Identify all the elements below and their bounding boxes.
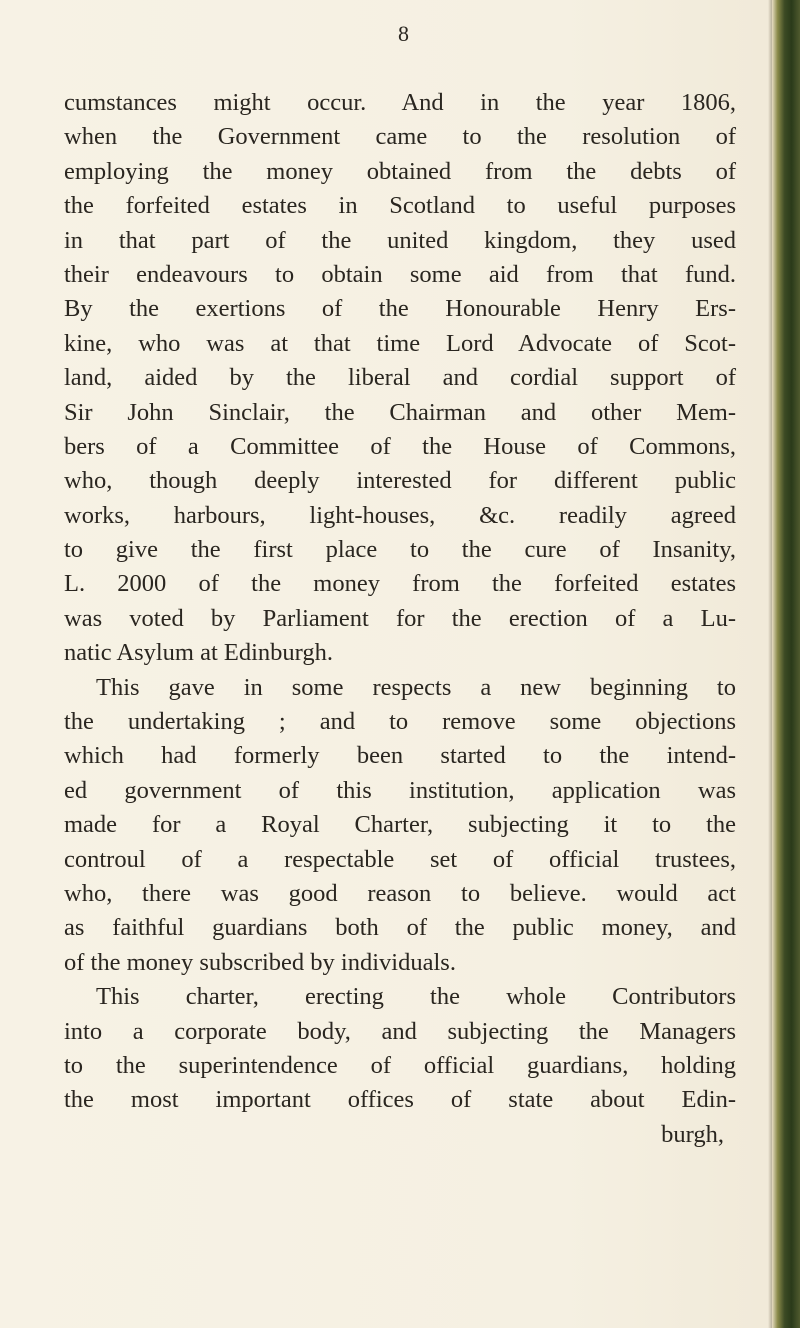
text-line: cumstances might occur. And in the year 1806, [64,89,736,116]
book-binding-edge [772,0,800,1328]
text-line: the forfeited estates in Scotland to useful purposes [64,192,736,220]
text-line: the undertaking ; and to remove some objections [64,708,736,736]
text-line: into a corporate body, and subjecting the Managers [64,1017,736,1045]
text-line: L. 2000 of the money from the forfeited estates [64,570,736,598]
text-line: when the Government came to the resolution of [64,123,736,151]
text-line: which had formerly been started to the intend- [64,742,736,770]
paragraph-2 [64,671,736,981]
text-line: of the money subscribed by individuals. [64,948,456,976]
text-line: to give the first place to the cure of Insanity, [64,536,736,564]
text-line: made for a Royal Charter, subjecting it to the [64,811,736,839]
text-line: to the superintendence of official guardians, holding [64,1051,736,1079]
text-line: works, harbours, light-houses, &c. readily agreed [64,501,736,529]
text-line: was voted by Parliament for the erection of a Lu- [64,604,736,632]
text-line: This charter, erecting the whole Contributors [96,983,736,1011]
text-line: the most important offices of state about Edin- [64,1086,736,1114]
text-line: By the exertions of the Honourable Henry Ers- [64,295,736,323]
text-line: land, aided by the liberal and cordial support of [64,364,736,392]
text-line: who, there was good reason to believe. would act [64,879,736,907]
text-line: in that part of the united kingdom, they used [64,226,736,254]
text-line: kine, who was at that time Lord Advocate of Scot- [64,329,736,357]
body-text [64,86,736,1152]
page-number: 8 [398,21,410,46]
text-line: their endeavours to obtain some aid from that fund. [64,260,736,288]
paragraph-3 [64,980,736,1118]
text-line: natic Asylum at Edinburgh. [64,639,334,667]
paragraph-1 [64,86,736,671]
text-line: ed government of this institution, application was [64,776,736,804]
catchword: burgh, [661,1120,724,1148]
text-line: Sir John Sinclair, the Chairman and other Mem- [64,398,736,426]
text-line: bers of a Committee of the House of Commons, [64,432,736,460]
text-line: employing the money obtained from the debts of [64,157,736,185]
text-line: as faithful guardians both of the public money, and [64,914,736,942]
text-line: This gave in some respects a new beginning to [96,673,736,701]
text-line: who, though deeply interested for different public [64,467,736,495]
text-line: controul of a respectable set of official trustees, [64,845,736,873]
